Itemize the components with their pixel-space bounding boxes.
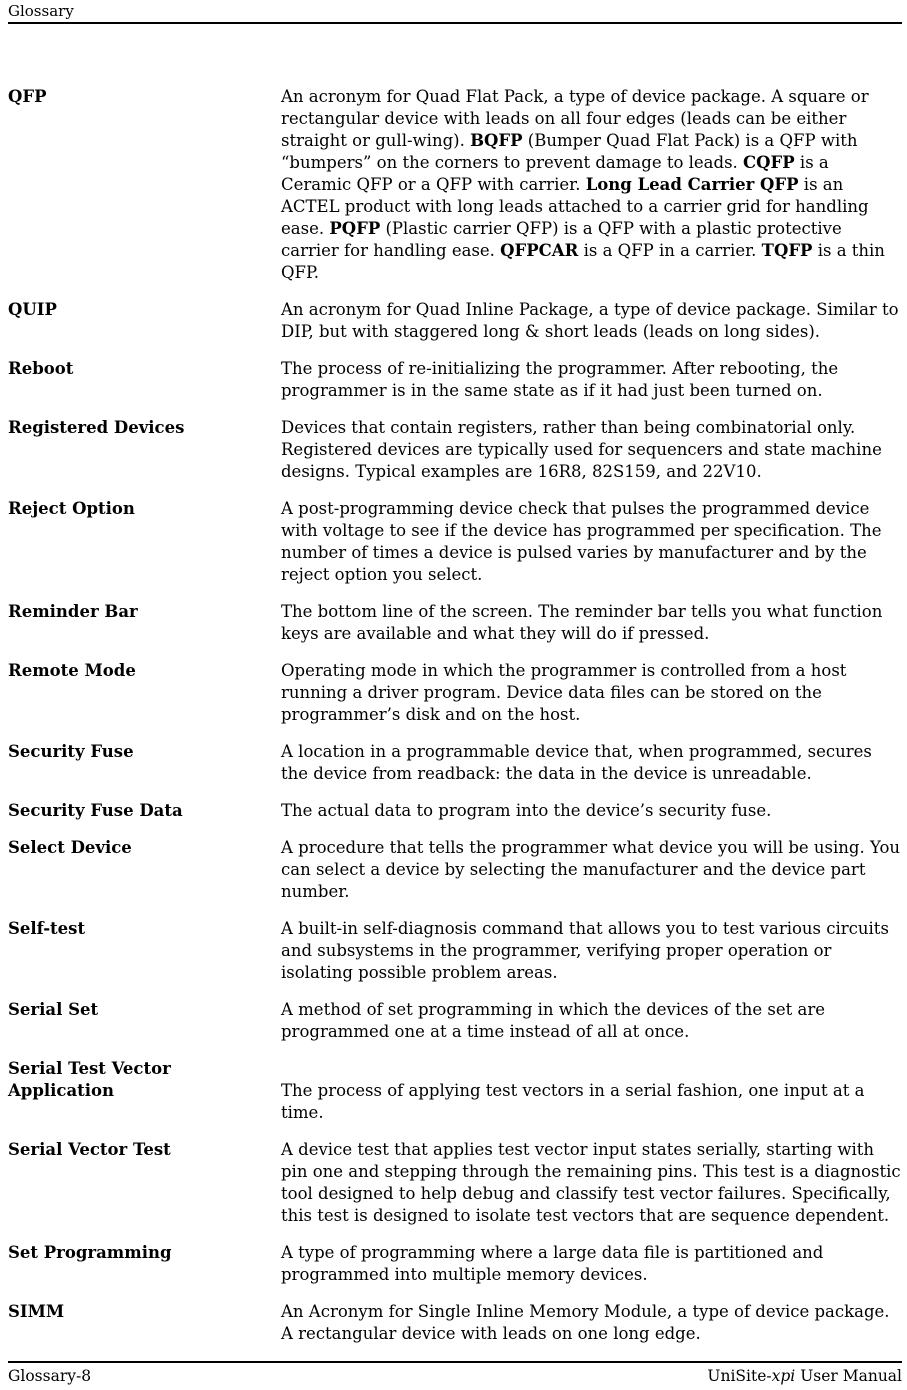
glossary-definition [281, 741, 902, 785]
definition-text: is a Ceramic QFP or a QFP with carrier. [281, 153, 829, 194]
glossary-term [8, 660, 281, 682]
glossary-term [8, 1242, 281, 1264]
footer-row [8, 1366, 902, 1386]
glossary-definition [281, 299, 902, 343]
glossary-term [8, 601, 281, 623]
definition-text: The process of applying test vectors in a serial fashion, one input at a time. [281, 1081, 865, 1122]
glossary-entry [8, 800, 902, 822]
glossary-definition [281, 358, 902, 402]
glossary-term-line: Set Programming [8, 1243, 172, 1262]
header-rule [8, 22, 902, 24]
glossary-definition [281, 918, 902, 984]
glossary-entry [8, 660, 902, 726]
glossary-definition [281, 601, 902, 645]
glossary-term [8, 837, 281, 859]
glossary-term-line: Remote Mode [8, 661, 136, 680]
definition-text: An acronym for Quad Flat Pack, a type of device package. A square or rectangular device with leads on all four edges (leads can be either straight or gull-wing). [281, 87, 869, 150]
glossary-term-line: Security Fuse [8, 742, 134, 761]
definition-text: is an ACTEL product with long leads attached to a carrier grid for handling ease. [281, 175, 869, 238]
glossary-definition [281, 1301, 902, 1345]
glossary-entry [8, 299, 902, 343]
definition-text: (Plastic carrier QFP) is a QFP with a plastic protective carrier for handling ease. [281, 219, 842, 260]
definition-text: An Acronym for Single Inline Memory Module, a type of device package. A rectangular device with leads on one long edge. [281, 1302, 890, 1343]
glossary-term-line: Reminder Bar [8, 602, 138, 621]
glossary-definition [281, 1139, 902, 1227]
footer-manual-title-model: xpi [771, 1367, 796, 1385]
definition-text: A procedure that tells the programmer what device you will be using. You can select a device by selecting the manufacturer and the device part number. [281, 838, 900, 901]
footer-manual-title-prefix: UniSite- [707, 1367, 772, 1385]
definition-text: is a QFP in a carrier. [578, 241, 762, 260]
footer-rule [8, 1361, 902, 1363]
glossary-term [8, 299, 281, 321]
glossary-definition [281, 999, 902, 1043]
definition-text: The bottom line of the screen. The reminder bar tells you what function keys are available and what they will do if pressed. [281, 602, 883, 643]
glossary-term [8, 86, 281, 108]
definition-text: A type of programming where a large data file is partitioned and programmed into multiple memory devices. [281, 1243, 824, 1284]
glossary-entry [8, 1058, 902, 1124]
glossary-term-line: QFP [8, 87, 47, 106]
glossary-term [8, 999, 281, 1021]
definition-text: Devices that contain registers, rather than being combinatorial only. Registered devices are typically used for sequencers and state machine designs. Typical examples are 16R8, 82S159, and 22V10. [281, 418, 882, 481]
footer-page-label: Glossary-8 [8, 1367, 92, 1385]
definition-text: The actual data to program into the device’s security fuse. [281, 801, 772, 820]
glossary-entry [8, 498, 902, 586]
glossary-entry [8, 999, 902, 1043]
glossary-entry [8, 1139, 902, 1227]
definition-text: A device test that applies test vector input states serially, starting with pin one and stepping through the remaining pins. This test is a diagnostic tool designed to help debug and classify test vector failures. Specifically, this test is designed to isolate test vectors that are sequence dependent. [281, 1140, 901, 1225]
glossary-definition [281, 1242, 902, 1286]
glossary-entry [8, 918, 902, 984]
glossary-list [8, 86, 902, 1345]
glossary-term-line: SIMM [8, 1302, 65, 1321]
glossary-term [8, 800, 281, 822]
definition-text: The process of re-initializing the programmer. After rebooting, the programmer is in the same state as if it had just been turned on. [281, 359, 839, 400]
page-header [8, 3, 902, 24]
footer-manual-title [707, 1366, 902, 1386]
glossary-term-line: Serial Set [8, 1000, 99, 1019]
definition-bold-term: BQFP [470, 131, 523, 150]
glossary-term-line: Reboot [8, 359, 74, 378]
definition-text: A location in a programmable device that, when programmed, secures the device from readback: the data in the device is unreadable. [281, 742, 872, 783]
glossary-term-line: QUIP [8, 300, 57, 319]
glossary-definition [281, 86, 902, 284]
glossary-definition [281, 498, 902, 586]
glossary-term [8, 1139, 281, 1161]
glossary-definition [281, 660, 902, 726]
definition-text: is a thin QFP. [281, 241, 885, 282]
glossary-entry [8, 86, 902, 284]
definition-bold-term: TQFP [761, 241, 813, 260]
glossary-entry [8, 358, 902, 402]
page-footer [8, 1361, 902, 1386]
glossary-definition [281, 800, 902, 822]
glossary-term-line: Security Fuse Data [8, 801, 183, 820]
glossary-term-line: Application [8, 1081, 115, 1100]
glossary-term-line: Serial Vector Test [8, 1140, 171, 1159]
header-title: Glossary [8, 2, 74, 20]
definition-text: A post-programming device check that pulses the programmed device with voltage to see if the device has programmed per specification. The number of times a device is pulsed varies by manufacturer and by the reject option you select. [281, 499, 882, 584]
glossary-term-line: Select Device [8, 838, 132, 857]
glossary-entry [8, 1242, 902, 1286]
glossary-term [8, 358, 281, 380]
definition-text: Operating mode in which the programmer is controlled from a host running a driver program. Device data files can be stored on the programmer’s disk and on the host. [281, 661, 847, 724]
definition-bold-term: QFPCAR [500, 241, 579, 260]
glossary-entry [8, 601, 902, 645]
glossary-term [8, 1301, 281, 1323]
glossary-term [8, 498, 281, 520]
glossary-term-line: Reject Option [8, 499, 135, 518]
footer-manual-title-suffix: User Manual [795, 1367, 902, 1385]
glossary-entry [8, 417, 902, 483]
definition-bold-term: Long Lead Carrier QFP [585, 175, 799, 194]
glossary-term-line: Self-test [8, 919, 86, 938]
glossary-term [8, 417, 281, 439]
glossary-term-line: Registered Devices [8, 418, 185, 437]
glossary-term [8, 1058, 281, 1102]
definition-text: (Bumper Quad Flat Pack) is a QFP with “bumpers” on the corners to prevent damage to leads. [281, 131, 858, 172]
definition-text: A method of set programming in which the devices of the set are programmed one at a time instead of all at once. [281, 1000, 825, 1041]
glossary-entry [8, 837, 902, 903]
glossary-term [8, 918, 281, 940]
definition-bold-term: PQFP [329, 219, 381, 238]
glossary-term [8, 741, 281, 763]
glossary-entry [8, 741, 902, 785]
glossary-entry [8, 1301, 902, 1345]
glossary-term-line: Serial Test Vector [8, 1059, 171, 1078]
definition-text: A built-in self-diagnosis command that allows you to test various circuits and subsystems in the programmer, verifying proper operation or isolating possible problem areas. [281, 919, 889, 982]
definition-bold-term: CQFP [743, 153, 795, 172]
glossary-definition [281, 1080, 902, 1124]
glossary-definition [281, 837, 902, 903]
definition-text: An acronym for Quad Inline Package, a type of device package. Similar to DIP, but with staggered long & short leads (leads on long sides). [281, 300, 899, 341]
glossary-definition [281, 417, 902, 483]
